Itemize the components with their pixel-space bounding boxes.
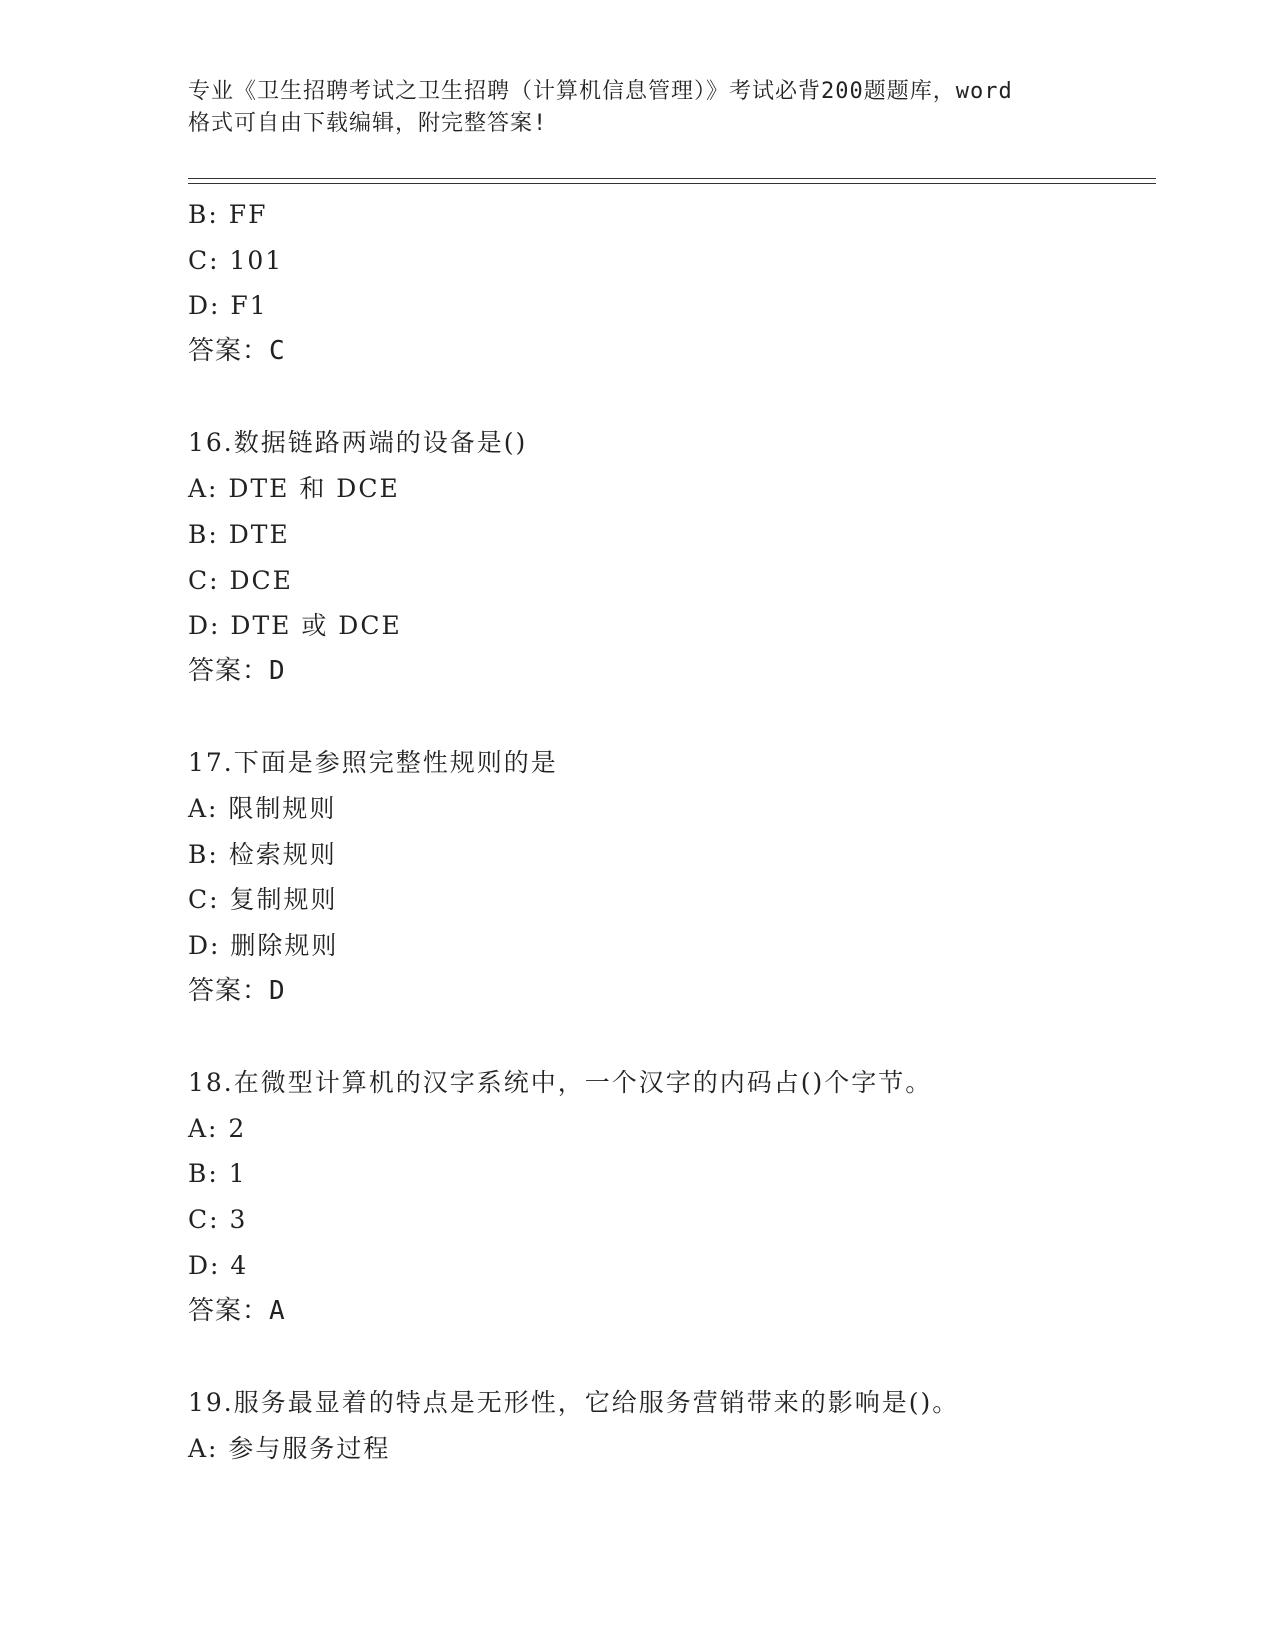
question-stem: 16.数据链路两端的设备是() (188, 428, 528, 458)
question-block-18 (188, 1060, 1156, 1334)
option-d: D: 删除规则 (188, 931, 339, 960)
answer-line: 答案：D (188, 655, 286, 686)
option-c: C: 3 (188, 1205, 248, 1235)
option-d: D: F1 (188, 291, 268, 321)
document-header (188, 76, 1088, 140)
option-c: C: 复制规则 (188, 885, 338, 915)
answer-line: 答案：A (188, 1295, 286, 1326)
option-a: A: 2 (188, 1113, 247, 1143)
answer-line: 答案：D (188, 975, 286, 1006)
question-stem: 18.在微型计算机的汉字系统中，一个汉字的内码占()个字节。 (188, 1068, 933, 1098)
option-a: A: 参与服务过程 (188, 1433, 391, 1463)
header-divider-top (188, 178, 1156, 179)
spacer (188, 695, 1156, 741)
answer-line: 答案：C (188, 336, 286, 367)
option-b: B: FF (188, 200, 268, 229)
option-a: A: DTE 和 DCE (188, 474, 400, 504)
question-block-17 (188, 740, 1156, 1014)
header-line-1: 专业《卫生招聘考试之卫生招聘（计算机信息管理）》考试必背200题题库，word (188, 79, 1013, 104)
option-c: C: DCE (188, 565, 293, 595)
question-stem: 17.下面是参照完整性规则的是 (188, 748, 558, 778)
question-block-19 (188, 1380, 1156, 1471)
option-b: B: 1 (188, 1159, 247, 1189)
option-b: B: DTE (188, 519, 290, 549)
option-b: B: 检索规则 (188, 839, 337, 869)
question-block-prev (188, 192, 1156, 375)
header-line-2: 格式可自由下载编辑，附完整答案! (188, 111, 548, 136)
question-block-16 (188, 420, 1156, 694)
question-stem: 19.服务最显着的特点是无形性，它给服务营销带来的影响是()。 (188, 1387, 960, 1417)
spacer (188, 375, 1156, 421)
option-d: D: 4 (188, 1250, 249, 1280)
header-divider-bottom (188, 183, 1156, 184)
option-d: D: DTE 或 DCE (188, 611, 402, 641)
option-c: C: 101 (188, 245, 284, 275)
question-list (188, 192, 1156, 1471)
spacer (188, 1014, 1156, 1060)
spacer (188, 1334, 1156, 1380)
option-a: A: 限制规则 (188, 793, 337, 823)
